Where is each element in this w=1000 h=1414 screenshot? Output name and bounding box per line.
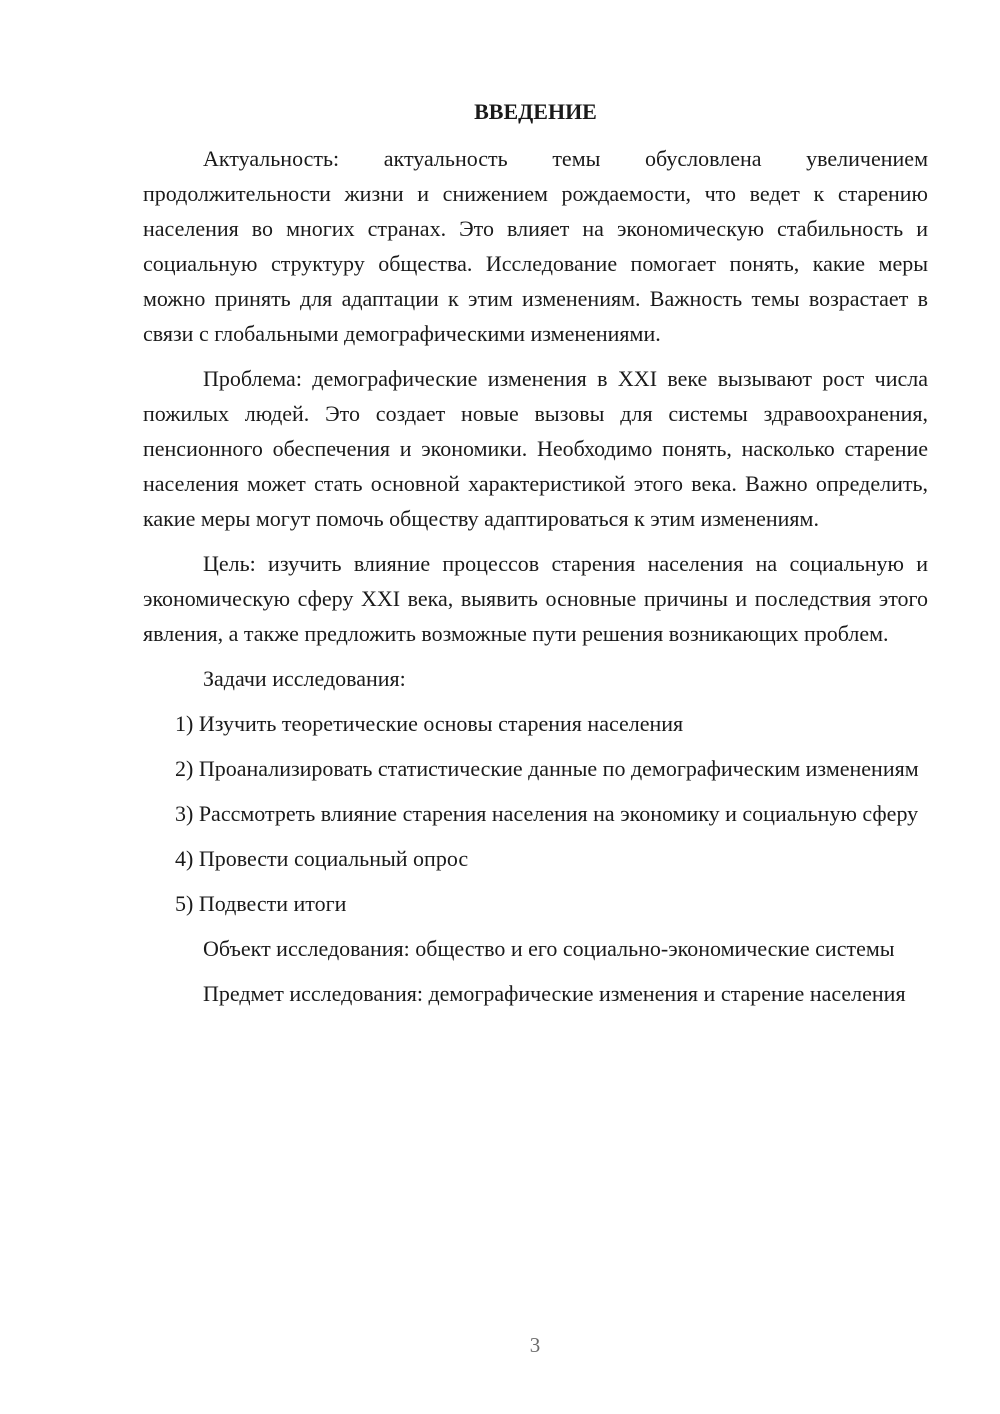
paragraph-subject: Предмет исследования: демографические изменения и старение населения xyxy=(203,981,906,1006)
task-item: 3) Рассмотреть влияние старения населения на экономику и социальную сферу xyxy=(175,801,919,826)
task-item: 1) Изучить теоретические основы старения населения xyxy=(175,711,684,736)
task-item: 5) Подвести итоги xyxy=(175,891,347,916)
task-item: 4) Провести социальный опрос xyxy=(175,846,469,871)
page-content xyxy=(143,94,928,1021)
task-item: 2) Проанализировать статистические данные по демографическим изменениям xyxy=(175,756,919,781)
paragraph-problem: Проблема: демографические изменения в XXI веке вызывают рост числа пожилых людей. Это создает новые вызовы для системы здравоохранения, пенсионного обеспечения и экономики. Необходимо понять, насколько старение населения может стать основной характеристикой этого века. Важно определить, какие меры могут помочь обществу адаптироваться к этим изменениям. xyxy=(143,366,928,531)
paragraph-relevance: Актуальность: актуальность темы обусловлена увеличением продолжительности жизни и снижением рождаемости, что ведет к старению населения во многих странах. Это влияет на экономическую стабильность и социальную структуру общества. Исследование помогает понять, какие меры можно принять для адаптации к этим изменениям. Важность темы возрастает в связи с глобальными демографическими изменениями. xyxy=(143,146,928,346)
section-heading: ВВЕДЕНИЕ xyxy=(474,99,597,124)
paragraph-object: Объект исследования: общество и его социально-экономические системы xyxy=(203,936,895,961)
page-number: 3 xyxy=(529,1333,541,1357)
paragraph-goal: Цель: изучить влияние процессов старения населения на социальную и экономическую сферу XXI века, выявить основные причины и последствия этого явления, а также предложить возможные пути решения возникающих проблем. xyxy=(143,551,928,646)
paragraph-tasks-intro: Задачи исследования: xyxy=(203,666,406,691)
